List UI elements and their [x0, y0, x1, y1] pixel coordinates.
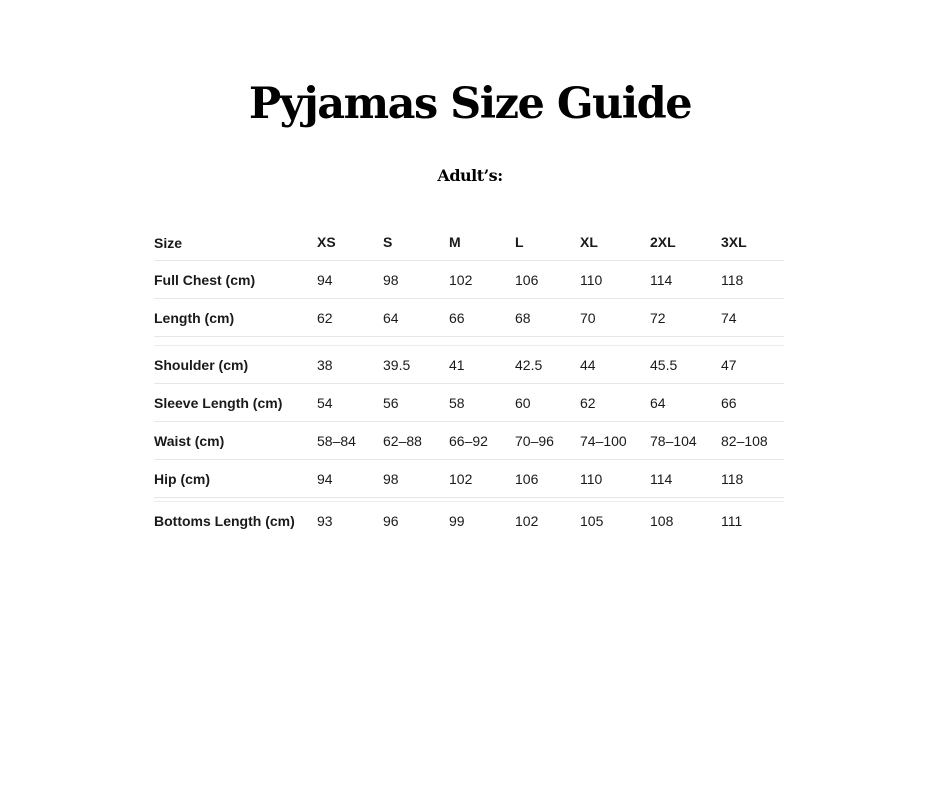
size-header: XL: [580, 234, 598, 250]
table-cell: 106: [515, 471, 539, 487]
table-cell: 99: [449, 513, 465, 529]
page-title: Pyjamas Size Guide: [248, 79, 692, 129]
row-label: Length (cm): [154, 310, 235, 326]
table-row: [154, 384, 784, 422]
table-cell: 38: [317, 357, 333, 373]
table-cell: 70: [580, 310, 596, 326]
table-cell: 56: [383, 395, 399, 411]
table-cell: 66–92: [449, 433, 488, 449]
table-cell: 78–104: [650, 433, 697, 449]
table-cell: 72: [650, 310, 666, 326]
table-cell: 82–108: [721, 433, 768, 449]
table-cell: 108: [650, 513, 674, 529]
table-cell: 58–84: [317, 433, 356, 449]
table-cell: 106: [515, 272, 539, 288]
table-cell: 105: [580, 513, 604, 529]
row-label: Hip (cm): [154, 471, 210, 487]
table-cell: 68: [515, 310, 531, 326]
table-cell: 44: [580, 357, 596, 373]
table-header-row: [154, 222, 784, 261]
table-cell: 118: [721, 471, 744, 487]
header-label: Size: [154, 235, 183, 251]
table-cell: 96: [383, 513, 399, 529]
size-header: M: [449, 234, 461, 250]
table-cell: 45.5: [650, 357, 678, 373]
table-cell: 102: [449, 272, 473, 288]
row-label: Waist (cm): [154, 433, 225, 449]
table-row: [154, 502, 784, 540]
table-cell: 114: [650, 471, 673, 487]
size-header: XS: [317, 234, 336, 250]
table-cell: 62–88: [383, 433, 422, 449]
table-cell: 62: [317, 310, 333, 326]
row-divider: [154, 337, 784, 346]
table-cell: 74–100: [580, 433, 627, 449]
table-cell: 41: [449, 357, 465, 373]
size-table: [154, 222, 784, 540]
table-cell: 93: [317, 513, 333, 529]
table-row: [154, 346, 784, 384]
table-cell: 66: [721, 395, 737, 411]
table-cell: 64: [383, 310, 399, 326]
table-row: [154, 299, 784, 337]
table-cell: 94: [317, 471, 333, 487]
table-cell: 98: [383, 272, 399, 288]
table-cell: 98: [383, 471, 399, 487]
row-label: Bottoms Length (cm): [154, 513, 295, 529]
size-header: L: [515, 234, 524, 250]
table-cell: 42.5: [515, 357, 543, 373]
table-cell: 70–96: [515, 433, 554, 449]
table-row: [154, 261, 784, 299]
table-cell: 47: [721, 357, 737, 373]
table-cell: 114: [650, 272, 673, 288]
table-cell: 54: [317, 395, 333, 411]
table-cell: 94: [317, 272, 333, 288]
row-label: Sleeve Length (cm): [154, 395, 283, 411]
table-cell: 110: [580, 272, 603, 288]
table-cell: 102: [449, 471, 473, 487]
table-cell: 39.5: [383, 357, 411, 373]
table-cell: 60: [515, 395, 531, 411]
table-row: [154, 460, 784, 498]
size-header: 2XL: [650, 234, 676, 250]
table-cell: 64: [650, 395, 666, 411]
table-cell: 110: [580, 471, 603, 487]
size-header: S: [383, 234, 393, 250]
row-label: Shoulder (cm): [154, 357, 249, 373]
section-title: Adult’s:: [437, 166, 503, 185]
table-cell: 66: [449, 310, 465, 326]
size-header: 3XL: [721, 234, 747, 250]
row-label: Full Chest (cm): [154, 272, 256, 288]
table-cell: 58: [449, 395, 465, 411]
table-row: [154, 422, 784, 460]
table-cell: 102: [515, 513, 539, 529]
table-cell: 111: [721, 513, 743, 529]
table-cell: 74: [721, 310, 737, 326]
table-cell: 62: [580, 395, 596, 411]
table-cell: 118: [721, 272, 744, 288]
